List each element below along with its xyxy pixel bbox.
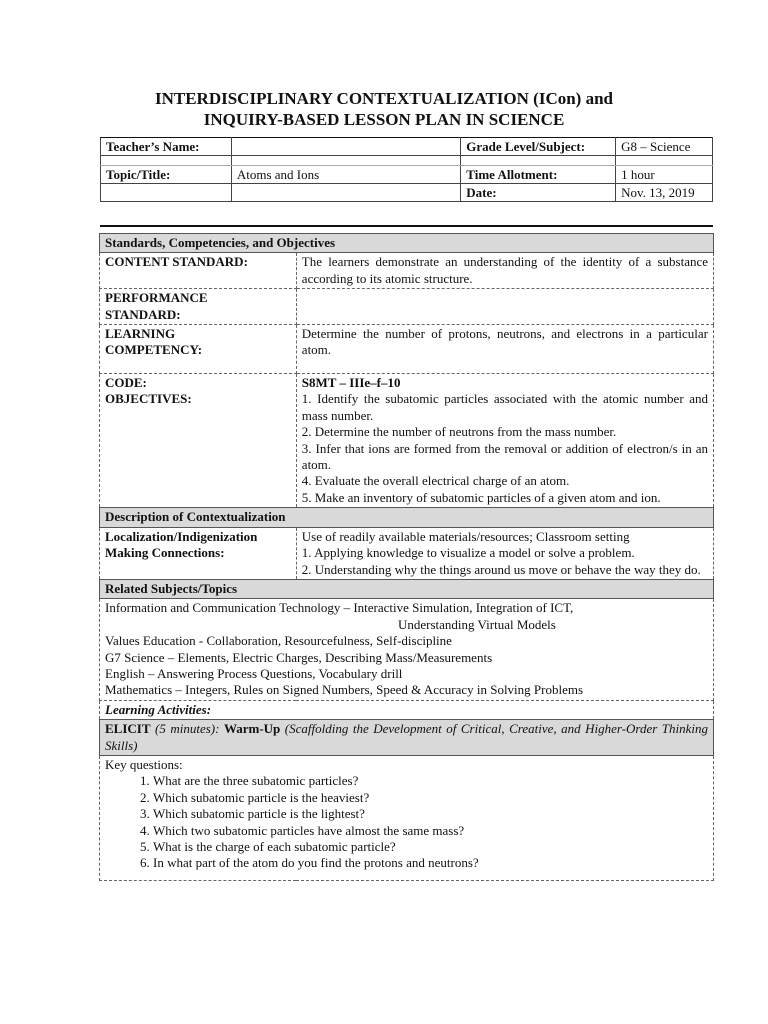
related-line: Mathematics – Integers, Rules on Signed Numbers, Speed & Accuracy in Solving Problems bbox=[105, 682, 584, 698]
related-line: Information and Communication Technology – Interactive Simulation, Integration of ICT, bbox=[105, 600, 574, 616]
date-value: Nov. 13, 2019 bbox=[616, 184, 713, 202]
content-standard-label: CONTENT STANDARD: bbox=[100, 253, 297, 289]
competency-label-line-1: LEARNING bbox=[105, 326, 176, 342]
elicit-title: Warm-Up bbox=[223, 721, 281, 737]
title-line-2: INQUIRY-BASED LESSON PLAN IN SCIENCE bbox=[203, 110, 565, 129]
objective-item: 5. Make an inventory of subatomic particles of a given atom and ion. bbox=[301, 489, 661, 505]
related-line: Values Education - Collaboration, Resourcefulness, Self-discipline bbox=[105, 633, 452, 649]
elicit-word: ELICIT bbox=[105, 721, 151, 737]
performance-label-line-2: STANDARD: bbox=[105, 306, 181, 322]
context-line: 1. Applying knowledge to visualize a model or solve a problem. bbox=[301, 545, 635, 561]
learning-competency-value: Determine the number of protons, neutrons, and electrons in a particular atom. bbox=[296, 325, 713, 374]
localization-label: Localization/Indigenization bbox=[105, 528, 258, 544]
related-line: Understanding Virtual Models bbox=[398, 616, 556, 632]
making-connections-label: Making Connections: bbox=[105, 545, 225, 561]
topic-value: Atoms and Ions bbox=[231, 166, 460, 184]
question-item: 4. Which two subatomic particles have almost the same mass? bbox=[153, 823, 708, 839]
elicit-heading bbox=[100, 720, 714, 756]
code-label: CODE: bbox=[105, 375, 147, 391]
title-line-1: INTERDISCIPLINARY CONTEXTUALIZATION (ICon) and bbox=[154, 89, 614, 108]
teacher-label: Teacher’s Name: bbox=[101, 138, 232, 156]
objective-item: 3. Infer that ions are formed from the removal or addition of electron/s in an atom. bbox=[301, 440, 708, 473]
key-questions bbox=[100, 755, 714, 880]
elicit-description: (Scaffolding the Development of Critical, Creative, and Higher-Order Thinking Skills) bbox=[105, 721, 709, 753]
related-line: English – Answering Process Questions, Vocabulary drill bbox=[105, 665, 403, 681]
objective-item: 1. Identify the subatomic particles associated with the atomic number and mass number. bbox=[301, 391, 708, 423]
grade-label: Grade Level/Subject: bbox=[461, 138, 616, 156]
code-objectives-label bbox=[100, 374, 297, 508]
section-context-heading: Description of Contextualization bbox=[100, 508, 714, 527]
time-value: 1 hour bbox=[616, 166, 713, 184]
performance-label-line-1: PERFORMANCE bbox=[105, 290, 208, 306]
learning-competency-label bbox=[100, 325, 297, 374]
related-subjects bbox=[100, 599, 714, 700]
time-label: Time Allotment: bbox=[461, 166, 616, 184]
context-value bbox=[296, 527, 713, 579]
lesson-table bbox=[99, 233, 714, 881]
date-label: Date: bbox=[461, 184, 616, 202]
code-objectives-value bbox=[296, 374, 713, 508]
content-standard-value: The learners demonstrate an understanding of the identity of a substance according to its atomic structure. bbox=[296, 253, 713, 289]
performance-standard-label bbox=[100, 289, 297, 325]
context-line: 2. Understanding why the things around us move or behave the way they do. bbox=[301, 561, 701, 577]
header-table bbox=[100, 137, 713, 202]
grade-value: G8 – Science bbox=[616, 138, 713, 156]
code-value: S8MT – IIIe–f–10 bbox=[301, 375, 401, 391]
context-line: Use of readily available materials/resources; Classroom setting bbox=[301, 528, 630, 544]
topic-label: Topic/Title: bbox=[101, 166, 232, 184]
elicit-time: (5 minutes): bbox=[155, 721, 220, 737]
key-questions-list bbox=[105, 773, 708, 871]
competency-label-line-2: COMPETENCY: bbox=[105, 342, 203, 358]
question-item: 6. In what part of the atom do you find the protons and neutrons? bbox=[153, 855, 708, 871]
context-label bbox=[100, 527, 297, 579]
divider-line bbox=[100, 225, 713, 227]
objectives-label: OBJECTIVES: bbox=[105, 391, 192, 407]
section-standards-heading: Standards, Competencies, and Objectives bbox=[100, 234, 714, 253]
objective-item: 4. Evaluate the overall electrical charge of an atom. bbox=[301, 473, 570, 489]
section-related-heading: Related Subjects/Topics bbox=[100, 579, 714, 598]
question-item: 5. What is the charge of each subatomic particle? bbox=[153, 839, 708, 855]
question-item: 2. Which subatomic particle is the heaviest? bbox=[153, 790, 708, 806]
document-title bbox=[100, 88, 668, 130]
question-item: 1. What are the three subatomic particles? bbox=[153, 773, 708, 789]
teacher-value bbox=[231, 138, 460, 156]
question-item: 3. Which subatomic particle is the lightest? bbox=[153, 806, 708, 822]
key-questions-label: Key questions: bbox=[105, 756, 183, 772]
objective-item: 2. Determine the number of neutrons from the mass number. bbox=[301, 424, 617, 440]
performance-standard-value bbox=[296, 289, 713, 325]
learning-activities-heading: Learning Activities: bbox=[100, 700, 714, 719]
related-line: G7 Science – Elements, Electric Charges, Describing Mass/Measurements bbox=[105, 649, 493, 665]
